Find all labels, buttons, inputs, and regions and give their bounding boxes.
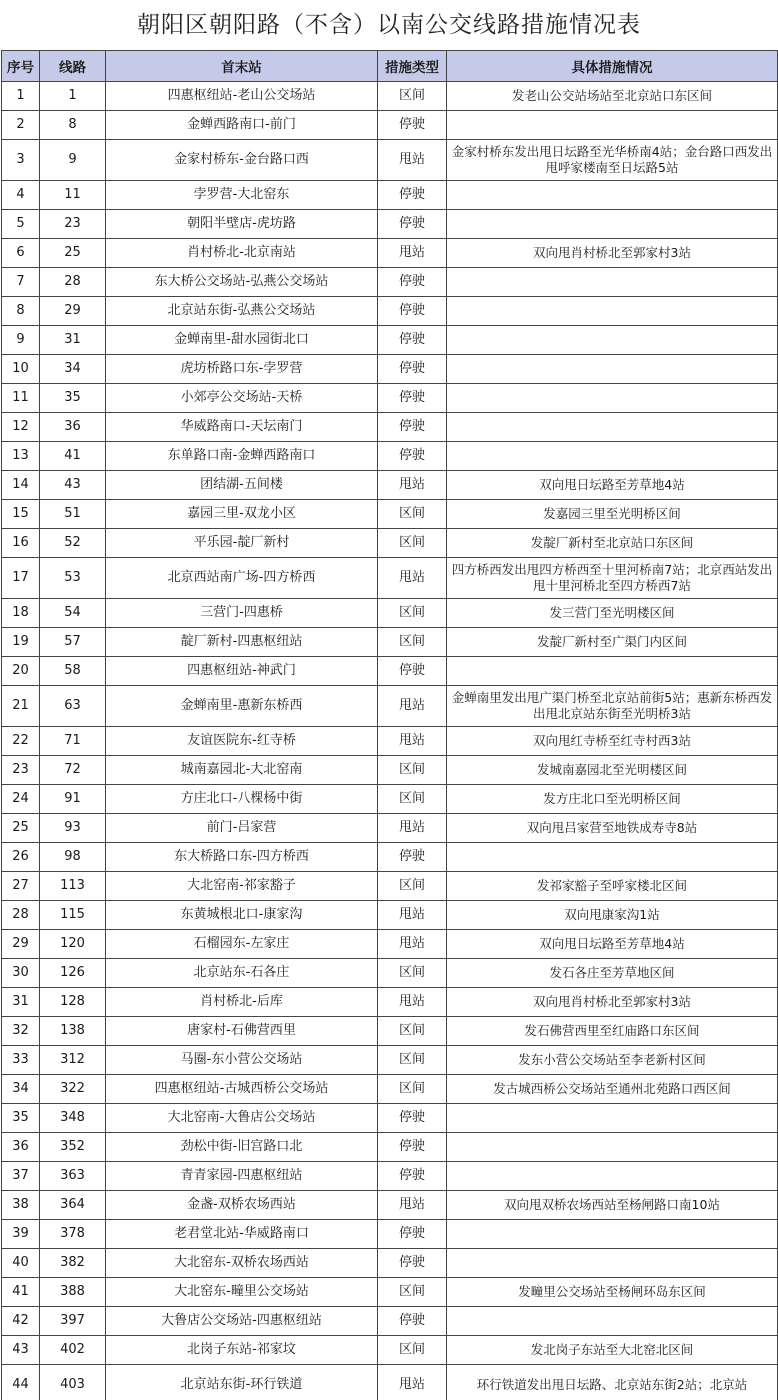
cell-no: 43 [2,1336,40,1365]
cell-type: 停驶 [378,268,447,297]
cell-no: 25 [2,814,40,843]
cell-detail: 双向甩双桥农场西站至杨闸路口南10站 [447,1191,778,1220]
table-row [2,268,778,297]
cell-type: 甩站 [378,140,447,181]
cell-detail: 发石各庄至芳草地区间 [447,959,778,988]
cell-detail: 发古城西桥公交场站至通州北苑路口西区间 [447,1075,778,1104]
cell-type: 甩站 [378,814,447,843]
cell-detail: 双向甩吕家营至地铁成寿寺8站 [447,814,778,843]
cell-detail [447,297,778,326]
cell-no: 16 [2,529,40,558]
table-row [2,442,778,471]
cell-type: 区间 [378,599,447,628]
cell-stops: 团结湖-五间楼 [106,471,378,500]
table-row [2,471,778,500]
cell-type: 甩站 [378,686,447,727]
table-row [2,686,778,727]
cell-no: 17 [2,558,40,599]
table-row [2,384,778,413]
table-row [2,988,778,1017]
cell-no: 14 [2,471,40,500]
cell-no: 10 [2,355,40,384]
cell-no: 38 [2,1191,40,1220]
table-row [2,901,778,930]
cell-line: 58 [40,657,106,686]
table-row [2,1278,778,1307]
cell-no: 19 [2,628,40,657]
cell-line: 1 [40,82,106,111]
cell-type: 区间 [378,959,447,988]
cell-line: 403 [40,1365,106,1400]
cell-stops: 唐家村-石佛营西里 [106,1017,378,1046]
cell-line: 41 [40,442,106,471]
cell-stops: 朝阳半壁店-虎坊路 [106,210,378,239]
cell-detail: 发老山公交站场站至北京站口东区间 [447,82,778,111]
cell-line: 91 [40,785,106,814]
cell-no: 21 [2,686,40,727]
table-row [2,1336,778,1365]
table-row [2,727,778,756]
cell-line: 312 [40,1046,106,1075]
cell-no: 34 [2,1075,40,1104]
cell-no: 33 [2,1046,40,1075]
cell-stops: 大北窑南-祁家豁子 [106,872,378,901]
cell-detail: 环行铁道发出甩日坛路、北京站东街2站；北京站 [447,1365,778,1400]
cell-line: 113 [40,872,106,901]
cell-no: 23 [2,756,40,785]
table-row [2,413,778,442]
cell-type: 停驶 [378,843,447,872]
cell-stops: 孛罗营-大北窑东 [106,181,378,210]
cell-detail: 双向甩日坛路至芳草地4站 [447,471,778,500]
cell-stops: 虎坊桥路口东-孛罗营 [106,355,378,384]
cell-stops: 三营门-四惠桥 [106,599,378,628]
cell-type: 区间 [378,628,447,657]
table-row [2,1307,778,1336]
cell-no: 13 [2,442,40,471]
table-row [2,1104,778,1133]
cell-no: 31 [2,988,40,1017]
cell-type: 甩站 [378,901,447,930]
cell-detail [447,413,778,442]
table-row [2,1220,778,1249]
cell-type: 区间 [378,1046,447,1075]
cell-type: 停驶 [378,181,447,210]
cell-no: 42 [2,1307,40,1336]
cell-stops: 老君堂北站-华威路南口 [106,1220,378,1249]
cell-line: 364 [40,1191,106,1220]
cell-line: 53 [40,558,106,599]
cell-detail [447,1104,778,1133]
cell-no: 9 [2,326,40,355]
cell-detail: 双向甩肖村桥北至郭家村3站 [447,239,778,268]
cell-type: 区间 [378,1017,447,1046]
header-line: 线路 [40,51,106,82]
cell-stops: 马圈-东小营公交场站 [106,1046,378,1075]
cell-type: 甩站 [378,1191,447,1220]
cell-detail: 发三营门至光明楼区间 [447,599,778,628]
cell-line: 138 [40,1017,106,1046]
cell-type: 区间 [378,872,447,901]
table-body [2,82,778,1400]
cell-line: 93 [40,814,106,843]
cell-type: 区间 [378,1075,447,1104]
cell-no: 8 [2,297,40,326]
cell-detail [447,442,778,471]
table-row [2,628,778,657]
cell-no: 20 [2,657,40,686]
cell-line: 25 [40,239,106,268]
cell-stops: 金蝉西路南口-前门 [106,111,378,140]
cell-stops: 大北窑南-大鲁店公交场站 [106,1104,378,1133]
cell-no: 18 [2,599,40,628]
table-row [2,210,778,239]
cell-detail: 发疃里公交场站至杨闸环岛东区间 [447,1278,778,1307]
cell-detail: 发嘉园三里至光明桥区间 [447,500,778,529]
cell-detail: 双向甩肖村桥北至郭家村3站 [447,988,778,1017]
cell-type: 停驶 [378,1104,447,1133]
cell-no: 1 [2,82,40,111]
cell-no: 11 [2,384,40,413]
cell-detail [447,657,778,686]
cell-detail: 发石佛营西里至红庙路口东区间 [447,1017,778,1046]
cell-type: 甩站 [378,930,447,959]
cell-type: 甩站 [378,558,447,599]
table-row [2,500,778,529]
table-row [2,181,778,210]
header-row [2,51,778,82]
cell-line: 128 [40,988,106,1017]
cell-line: 402 [40,1336,106,1365]
cell-detail: 发靛厂新村至北京站口东区间 [447,529,778,558]
cell-line: 11 [40,181,106,210]
table-row [2,1365,778,1400]
cell-stops: 四惠枢纽站-神武门 [106,657,378,686]
cell-stops: 四惠枢纽站-老山公交场站 [106,82,378,111]
cell-stops: 肖村桥北-后库 [106,988,378,1017]
cell-no: 5 [2,210,40,239]
cell-stops: 小郊亭公交场站-天桥 [106,384,378,413]
table-row [2,843,778,872]
cell-stops: 四惠枢纽站-古城西桥公交场站 [106,1075,378,1104]
table-row [2,558,778,599]
cell-stops: 北京西站南广场-四方桥西 [106,558,378,599]
table-row [2,1046,778,1075]
cell-type: 区间 [378,82,447,111]
cell-line: 378 [40,1220,106,1249]
cell-no: 40 [2,1249,40,1278]
header-detail: 具体措施情况 [447,51,778,82]
cell-type: 停驶 [378,326,447,355]
cell-type: 甩站 [378,988,447,1017]
cell-detail: 双向甩日坛路至芳草地4站 [447,930,778,959]
table-row [2,1075,778,1104]
cell-line: 9 [40,140,106,181]
cell-type: 区间 [378,529,447,558]
cell-line: 23 [40,210,106,239]
cell-type: 停驶 [378,111,447,140]
cell-type: 甩站 [378,1365,447,1400]
cell-detail [447,1307,778,1336]
cell-type: 停驶 [378,1307,447,1336]
cell-line: 29 [40,297,106,326]
cell-type: 甩站 [378,239,447,268]
table-title: 朝阳区朝阳路（不含）以南公交线路措施情况表 [137,12,641,38]
cell-stops: 北京站东-石各庄 [106,959,378,988]
cell-line: 126 [40,959,106,988]
cell-detail [447,1249,778,1278]
cell-type: 区间 [378,1336,447,1365]
cell-detail: 双向甩红寺桥至红寺村西3站 [447,727,778,756]
cell-line: 54 [40,599,106,628]
table-row [2,82,778,111]
cell-type: 区间 [378,500,447,529]
cell-stops: 大北窑东-双桥农场西站 [106,1249,378,1278]
cell-no: 26 [2,843,40,872]
cell-detail: 金家村桥东发出甩日坛路至光华桥南4站；金台路口西发出甩呼家楼南至日坛路5站 [447,140,778,181]
cell-type: 停驶 [378,1249,447,1278]
cell-no: 30 [2,959,40,988]
cell-line: 388 [40,1278,106,1307]
table-row [2,1249,778,1278]
table-row [2,239,778,268]
cell-no: 27 [2,872,40,901]
cell-stops: 北京站东街-弘燕公交场站 [106,297,378,326]
cell-type: 停驶 [378,442,447,471]
cell-type: 区间 [378,1278,447,1307]
cell-detail: 发祁家豁子至呼家楼北区间 [447,872,778,901]
cell-stops: 东大桥公交场站-弘燕公交场站 [106,268,378,297]
cell-detail: 发靛厂新村至广渠门内区间 [447,628,778,657]
cell-line: 98 [40,843,106,872]
cell-line: 352 [40,1133,106,1162]
cell-no: 36 [2,1133,40,1162]
cell-line: 57 [40,628,106,657]
cell-type: 停驶 [378,1162,447,1191]
cell-stops: 靛厂新村-四惠枢纽站 [106,628,378,657]
table-row [2,872,778,901]
cell-detail [447,843,778,872]
cell-stops: 平乐园-靛厂新村 [106,529,378,558]
cell-stops: 大北窑东-疃里公交场站 [106,1278,378,1307]
cell-stops: 青青家园-四惠枢纽站 [106,1162,378,1191]
header-stops: 首末站 [106,51,378,82]
cell-no: 4 [2,181,40,210]
bus-measures-table [1,50,778,1400]
cell-stops: 城南嘉园北-大北窑南 [106,756,378,785]
table-row [2,1162,778,1191]
cell-detail: 发城南嘉园北至光明楼区间 [447,756,778,785]
cell-detail: 发方庄北口至光明桥区间 [447,785,778,814]
cell-no: 7 [2,268,40,297]
cell-line: 31 [40,326,106,355]
cell-no: 29 [2,930,40,959]
table-row [2,814,778,843]
cell-type: 停驶 [378,297,447,326]
cell-stops: 东单路口南-金蝉西路南口 [106,442,378,471]
cell-line: 52 [40,529,106,558]
cell-detail [447,384,778,413]
cell-no: 3 [2,140,40,181]
cell-no: 44 [2,1365,40,1400]
cell-type: 区间 [378,785,447,814]
cell-detail: 金蝉南里发出甩广渠门桥至北京站前街5站；惠新东桥西发出甩北京站东街至光明桥3站 [447,686,778,727]
cell-line: 36 [40,413,106,442]
cell-line: 382 [40,1249,106,1278]
cell-line: 72 [40,756,106,785]
cell-stops: 东大桥路口东-四方桥西 [106,843,378,872]
cell-no: 35 [2,1104,40,1133]
table-row [2,297,778,326]
cell-stops: 友谊医院东-红寺桥 [106,727,378,756]
cell-type: 停驶 [378,413,447,442]
cell-stops: 方庄北口-八棵杨中街 [106,785,378,814]
cell-detail [447,210,778,239]
cell-no: 28 [2,901,40,930]
cell-stops: 东黄城根北口-康家沟 [106,901,378,930]
cell-detail [447,1162,778,1191]
cell-detail [447,355,778,384]
table-row [2,355,778,384]
cell-detail: 发北岗子东站至大北窑北区间 [447,1336,778,1365]
cell-line: 34 [40,355,106,384]
cell-no: 12 [2,413,40,442]
cell-detail [447,326,778,355]
cell-stops: 金盏-双桥农场西站 [106,1191,378,1220]
cell-stops: 金蝉南里-惠新东桥西 [106,686,378,727]
cell-detail [447,111,778,140]
cell-detail [447,268,778,297]
cell-type: 停驶 [378,1133,447,1162]
cell-stops: 金家村桥东-金台路口西 [106,140,378,181]
table-row [2,111,778,140]
table-row [2,140,778,181]
table-row [2,1017,778,1046]
cell-detail [447,181,778,210]
cell-no: 41 [2,1278,40,1307]
cell-stops: 肖村桥北-北京南站 [106,239,378,268]
cell-line: 51 [40,500,106,529]
cell-detail [447,1220,778,1249]
cell-stops: 金蝉南里-甜水园街北口 [106,326,378,355]
cell-no: 37 [2,1162,40,1191]
cell-type: 区间 [378,756,447,785]
cell-stops: 华威路南口-天坛南门 [106,413,378,442]
table-row [2,599,778,628]
cell-type: 甩站 [378,471,447,500]
cell-detail: 四方桥西发出甩四方桥西至十里河桥南7站；北京西站发出甩十里河桥北至四方桥西7站 [447,558,778,599]
cell-line: 348 [40,1104,106,1133]
table-row [2,326,778,355]
cell-stops: 大鲁店公交场站-四惠枢纽站 [106,1307,378,1336]
cell-type: 停驶 [378,1220,447,1249]
cell-no: 22 [2,727,40,756]
cell-line: 71 [40,727,106,756]
cell-line: 115 [40,901,106,930]
cell-stops: 北京站东街-环行铁道 [106,1365,378,1400]
table-row [2,930,778,959]
cell-line: 43 [40,471,106,500]
cell-no: 2 [2,111,40,140]
table-row [2,756,778,785]
table-row [2,1133,778,1162]
cell-type: 停驶 [378,355,447,384]
cell-detail [447,1133,778,1162]
cell-type: 甩站 [378,727,447,756]
cell-line: 120 [40,930,106,959]
table-row [2,529,778,558]
table-row [2,959,778,988]
cell-no: 32 [2,1017,40,1046]
cell-line: 63 [40,686,106,727]
header-no: 序号 [2,51,40,82]
cell-line: 28 [40,268,106,297]
cell-stops: 劲松中街-旧宫路口北 [106,1133,378,1162]
cell-no: 24 [2,785,40,814]
table-row [2,785,778,814]
cell-no: 39 [2,1220,40,1249]
table-row [2,657,778,686]
cell-line: 35 [40,384,106,413]
cell-detail: 发东小营公交场站至李老新村区间 [447,1046,778,1075]
header-type: 措施类型 [378,51,447,82]
cell-stops: 前门-吕家营 [106,814,378,843]
cell-line: 8 [40,111,106,140]
cell-no: 15 [2,500,40,529]
cell-type: 停驶 [378,210,447,239]
cell-line: 363 [40,1162,106,1191]
cell-stops: 石榴园东-左家庄 [106,930,378,959]
cell-detail: 双向甩康家沟1站 [447,901,778,930]
cell-line: 397 [40,1307,106,1336]
cell-type: 停驶 [378,384,447,413]
cell-no: 6 [2,239,40,268]
cell-type: 停驶 [378,657,447,686]
cell-stops: 北岗子东站-祁家坟 [106,1336,378,1365]
cell-stops: 嘉园三里-双龙小区 [106,500,378,529]
table-row [2,1191,778,1220]
cell-line: 322 [40,1075,106,1104]
